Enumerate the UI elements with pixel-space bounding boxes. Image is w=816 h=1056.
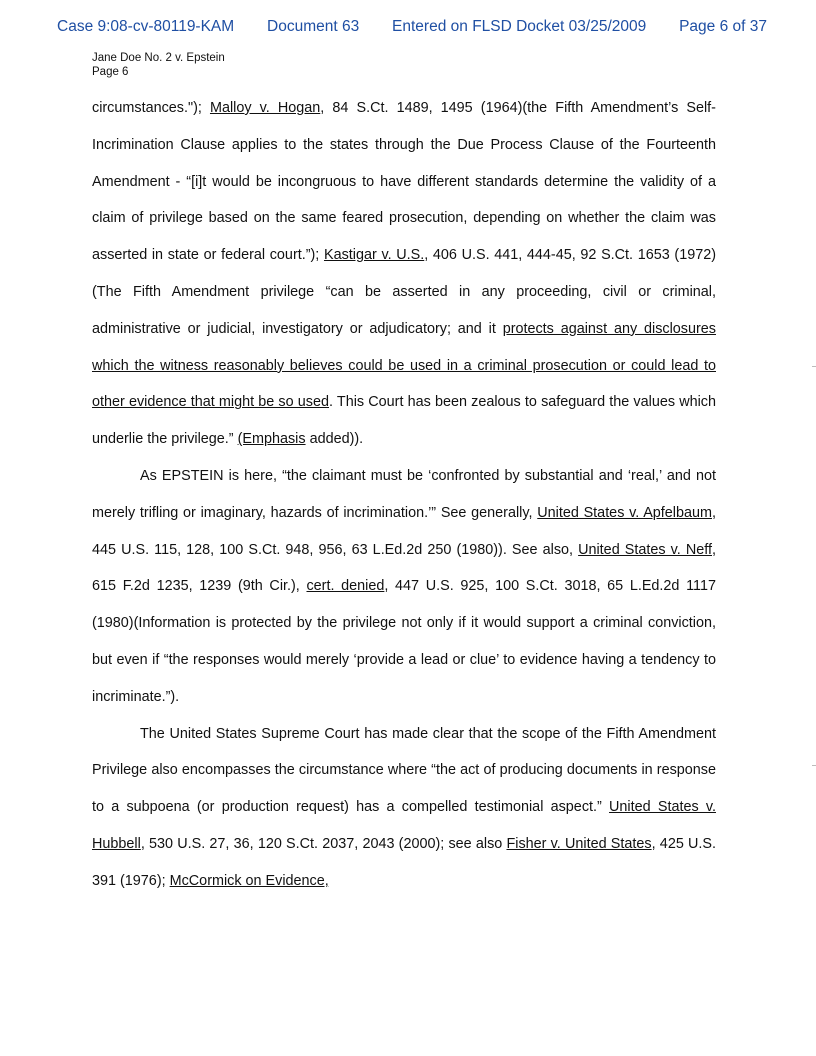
text-segment: , 406 U.S. 441, 444-45, 92 S.Ct. 1653 (1972)(The Fifth Amendment privilege “can be asserted in any proceeding, civil or criminal, administrative or judicial, investigatory or adjudicatory; and it [92,247,717,337]
citation-underlined: McCormick on Evidence, [169,872,329,889]
paragraph [92,458,716,716]
document-number: Document 63 [267,18,360,35]
document-body [92,90,716,900]
docket-stamp [57,18,767,36]
page-count: Page 6 of 37 [679,18,767,35]
text-segment: As EPSTEIN is here, “the claimant must be ‘confronted by substantial and ‘real,’ and not merely trifling or imaginary, hazards of incrimination.’” See generally, [92,467,716,521]
citation-underlined: United States v. Neff, [578,541,716,558]
citation-underlined: United States v. Apfelbaum [537,504,712,521]
text-segment: . This Court has been zealous to safeguard the values which underlie the privilege.” [92,394,716,448]
citation-underlined: United States v. Hubbell [92,799,716,852]
margin-mark [812,366,816,367]
case-caption [92,51,225,79]
citation-underlined: Fisher v. United States [506,835,652,852]
text-segment: , 425 U.S. 391 (1976); [92,835,717,889]
text-segment: added)). [305,431,364,448]
text-segment: , 530 U.S. 27, 36, 120 S.Ct. 2037, 2043 (2000); see also [140,835,507,852]
citation-underlined: protects against any disclosures which the witness reasonably believes could be used in a criminal prosecution or could lead to other evidence that might be so used [92,320,716,411]
citation-underlined: (Emphasis [237,431,306,448]
citation-underlined: Kastigar v. U.S. [323,247,425,264]
caption-title: Jane Doe No. 2 v. Epstein [92,52,225,64]
docket-entry: Entered on FLSD Docket 03/25/2009 [392,18,647,35]
text-segment: , 445 U.S. 115, 128, 100 S.Ct. 948, 956, 63 L.Ed.2d 250 (1980)). See also, [92,504,716,558]
text-segment: , 447 U.S. 925, 100 S.Ct. 3018, 65 L.Ed.2d 1117 (1980)(Information is protected by the privilege not only if it would support a criminal conviction, but even if “the responses would merely ‘provide a lead or clue’ to evidence having a tendency to incriminate.”). [92,578,716,705]
text-segment: , 84 S.Ct. 1489, 1495 (1964)(the Fifth Amendment’s Self-Incrimination Clause applies to the states through the Due Process Clause of the Fourteenth Amendment - “[i]t would be incongruous to have different standards determine the validity of a claim of privilege based on the same feared prosecution, depending on whether the claim was asserted in state or federal court.”); [92,100,716,264]
text-segment: The United States Supreme Court has made clear that the scope of the Fifth Amendment Privilege also encompasses the circumstance where “the act of producing documents in response to a subpoena (or production request) has a compelled testimonial aspect.” [92,725,716,816]
paragraph [92,90,716,458]
caption-page: Page 6 [92,66,129,78]
citation-underlined: Malloy v. Hogan [209,100,321,116]
text-segment: 615 F.2d 1235, 1239 (9th Cir.), [92,578,307,595]
case-number: Case 9:08-cv-80119-KAM [57,18,235,35]
paragraph [92,716,716,900]
margin-mark [812,765,816,766]
citation-underlined: cert. denied [306,578,385,595]
text-segment: circumstances."); [92,100,210,116]
